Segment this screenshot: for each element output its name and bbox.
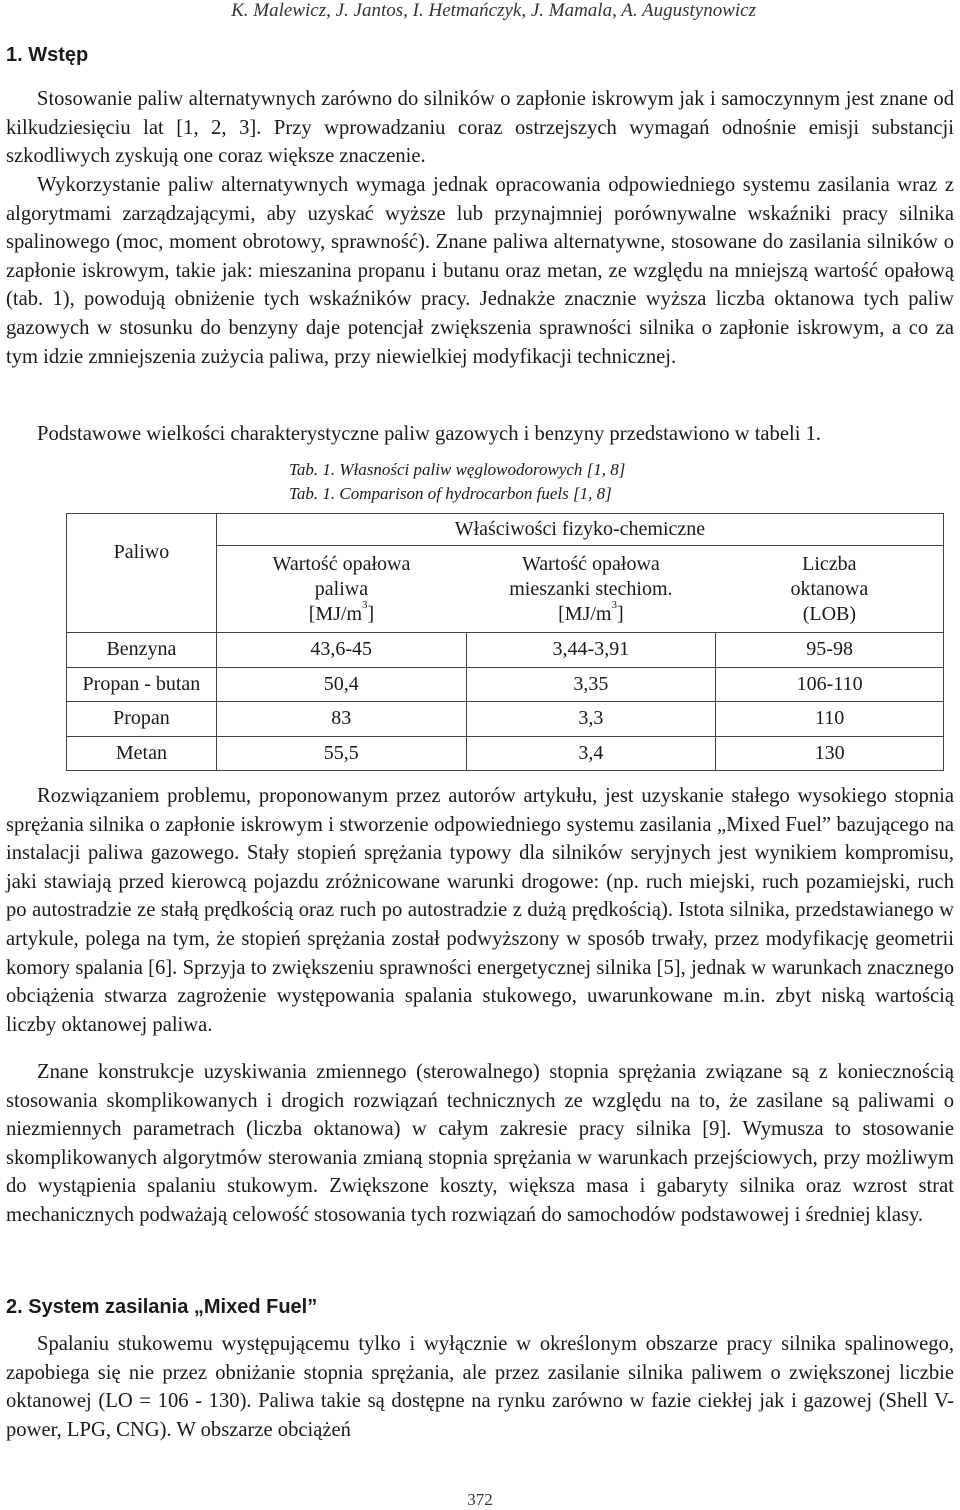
- header-physicochemical-properties: Właściwości fizyko-chemiczne: [216, 514, 943, 546]
- fuel-properties-table: [66, 513, 944, 771]
- table-header-row-1: [67, 514, 944, 546]
- header-heating-value-unit: $[MJ/m^3]$: [308, 598, 375, 625]
- cell-fuel: Metan: [67, 736, 217, 771]
- body-paragraph-5: Znane konstrukcje uzyskiwania zmiennego (sterowalnego) stopnia sprężania związane są z koniecznością stosowania skomplikowanych i drogich rozwiązań technicznych ze względu na to, że zasilane są paliwami o niezmiennych parametrach (liczba oktanowa) w całym zakresie pracy silnika [9]. Wymusza to stosowanie skomplikowanych algorytmów sterowania zmianą stopnia sprężania w warunkach przejściowych, przy możliwym do wystąpienia spalaniu stukowym. Zwiększone koszty, większa masa i gabaryty silnika oraz wzrost strat mechanicznych podważają celowość stosowania tych rozwiązań do samochodów podstawowej i średniej klasy.: [6, 1061, 954, 1226]
- table-row: [67, 702, 944, 737]
- body-paragraph-4: Rozwiązaniem problemu, proponowanym przez autorów artykułu, jest uzyskanie stałego wysokiego stopnia sprężania silnika o zapłonie iskrowym i stworzenie odpowiedniego systemu zasilania „Mixed Fuel” bazującego na instalacji paliwa gazowego. Stały stopień sprężania typowy dla silników seryjnych jest wynikiem kompromisu, jaki stawiają przed kierowcą pojazdu zróżnicowane warunki drogowe: (np. ruch miejski, ruch pozamiejski, ruch po autostradzie ze stałą prędkością oraz ruch po autostradzie z dużą prędkością). Istota silnika, przedstawianego w artykule, polega na tym, że stopień sprężania został podwyższony w sposób trwały, przez modyfikację geometrii komory spalania [6]. Sprzyja to zwiększeniu sprawności energetycznej silnika [5], jednak w warunkach znacznego obciążenia stwarza zagrożenie występowania spalania stukowego, uwarunkowane m.in. zbyt niską wartością liczby oktanowej paliwa.: [6, 785, 954, 1036]
- cell-mixture-value: 3,35: [466, 667, 716, 702]
- cell-mixture-value: 3,44-3,91: [466, 633, 716, 668]
- header-octane-line1: Liczba: [802, 552, 857, 575]
- header-heating-value-line1: Wartość opałowa: [272, 552, 411, 575]
- header-heating-value-line2: paliwa: [314, 577, 369, 600]
- cell-octane: 106-110: [716, 667, 944, 702]
- header-octane-line2: oktanowa: [790, 577, 869, 600]
- header-mixture-heating-value: [466, 546, 716, 633]
- cell-heating-value: 83: [216, 702, 466, 737]
- table-row: [67, 633, 944, 668]
- cell-fuel: Benzyna: [67, 633, 217, 668]
- cell-heating-value: 50,4: [216, 667, 466, 702]
- section-2-paragraph-1: Spalaniu stukowemu występującemu tylko i wyłącznie w określonym obszarze pracy silnika spalinowego, zapobiega się nie przez obniżanie stopnia sprężania, ale przez zasilanie silnika paliwem o zwiększonej liczbie oktanowej (LO = 106 - 130). Paliwa takie są dostępne na rynku zarówno w fazie ciekłej jak i gazowej (Shell V-power, LPG, CNG). W obszarze obciążeń: [6, 1333, 954, 1441]
- cell-mixture-value: 3,3: [466, 702, 716, 737]
- intro-paragraph-3: Podstawowe wielkości charakterystyczne paliw gazowych i benzyny przedstawiono w tabeli 1.: [37, 423, 822, 445]
- table-caption-english: Tab. 1. Comparison of hydrocarbon fuels [1, 8]: [289, 484, 612, 503]
- intro-paragraph-1: Stosowanie paliw alternatywnych zarówno do silników o zapłonie iskrowym jak i samoczynnym jest znane od kilkudziesięciu lat [1, 2, 3]. Przy wprowadzaniu coraz ostrzejszych wymagań odnośnie emisji substancji szkodliwych zyskują one coraz większe znaczenie.: [6, 88, 954, 168]
- cell-octane: 130: [716, 736, 944, 771]
- table-row: [67, 736, 944, 771]
- header-mixture-value-line1: Wartość opałowa: [521, 552, 660, 575]
- header-octane-number: [716, 546, 944, 633]
- header-mixture-value-unit: $[MJ/m^3]$: [558, 598, 624, 625]
- cell-fuel: Propan: [67, 702, 217, 737]
- intro-paragraph-2: Wykorzystanie paliw alternatywnych wymaga jednak opracowania odpowiedniego systemu zasilania wraz z algorytmami zarządzającymi, aby uzyskać wyższe lub przynajmniej porównywalne wskaźniki pracy silnika spalinowego (moc, moment obrotowy, sprawność). Znane paliwa alternatywne, stosowane do zasilania silników o zapłonie iskrowym, takie jak: mieszanina propanu i butanu oraz metan, ze względu na mniejszą wartość opałową (tab. 1), powodują obniżenie tych wskaźników pracy. Jednakże znacznie wyższa liczba oktanowa tych paliw gazowych w stosunku do benzyny daje potencjał zwiększenia sprawności silnika o zapłonie iskrowym, a co za tym idzie zmniejszenia zużycia paliwa, przy niewielkiej modyfikacji technicznej.: [6, 174, 954, 368]
- cell-octane: 95-98: [716, 633, 944, 668]
- section-1-title: 1. Wstęp: [6, 44, 89, 66]
- header-heating-value: [216, 546, 466, 633]
- cell-mixture-value: 3,4: [466, 736, 716, 771]
- header-octane-line3: (LOB): [802, 602, 857, 625]
- cell-octane: 110: [716, 702, 944, 737]
- section-2-title: 2. System zasilania „Mixed Fuel”: [6, 1296, 318, 1318]
- header-mixture-value-line2: mieszanki stechiom.: [509, 577, 673, 600]
- header-fuel: Paliwo: [67, 514, 217, 633]
- page-number: 372: [467, 1490, 493, 1509]
- table-caption-polish: Tab. 1. Własności paliw węglowodorowych [1, 8]: [289, 460, 626, 479]
- table-row: [67, 667, 944, 702]
- cell-heating-value: 43,6-45: [216, 633, 466, 668]
- running-header-authors: K. Malewicz, J. Jantos, I. Hetmańczyk, J. Mamala, A. Augustynowicz: [231, 0, 756, 21]
- cell-heating-value: 55,5: [216, 736, 466, 771]
- cell-fuel: Propan - butan: [67, 667, 217, 702]
